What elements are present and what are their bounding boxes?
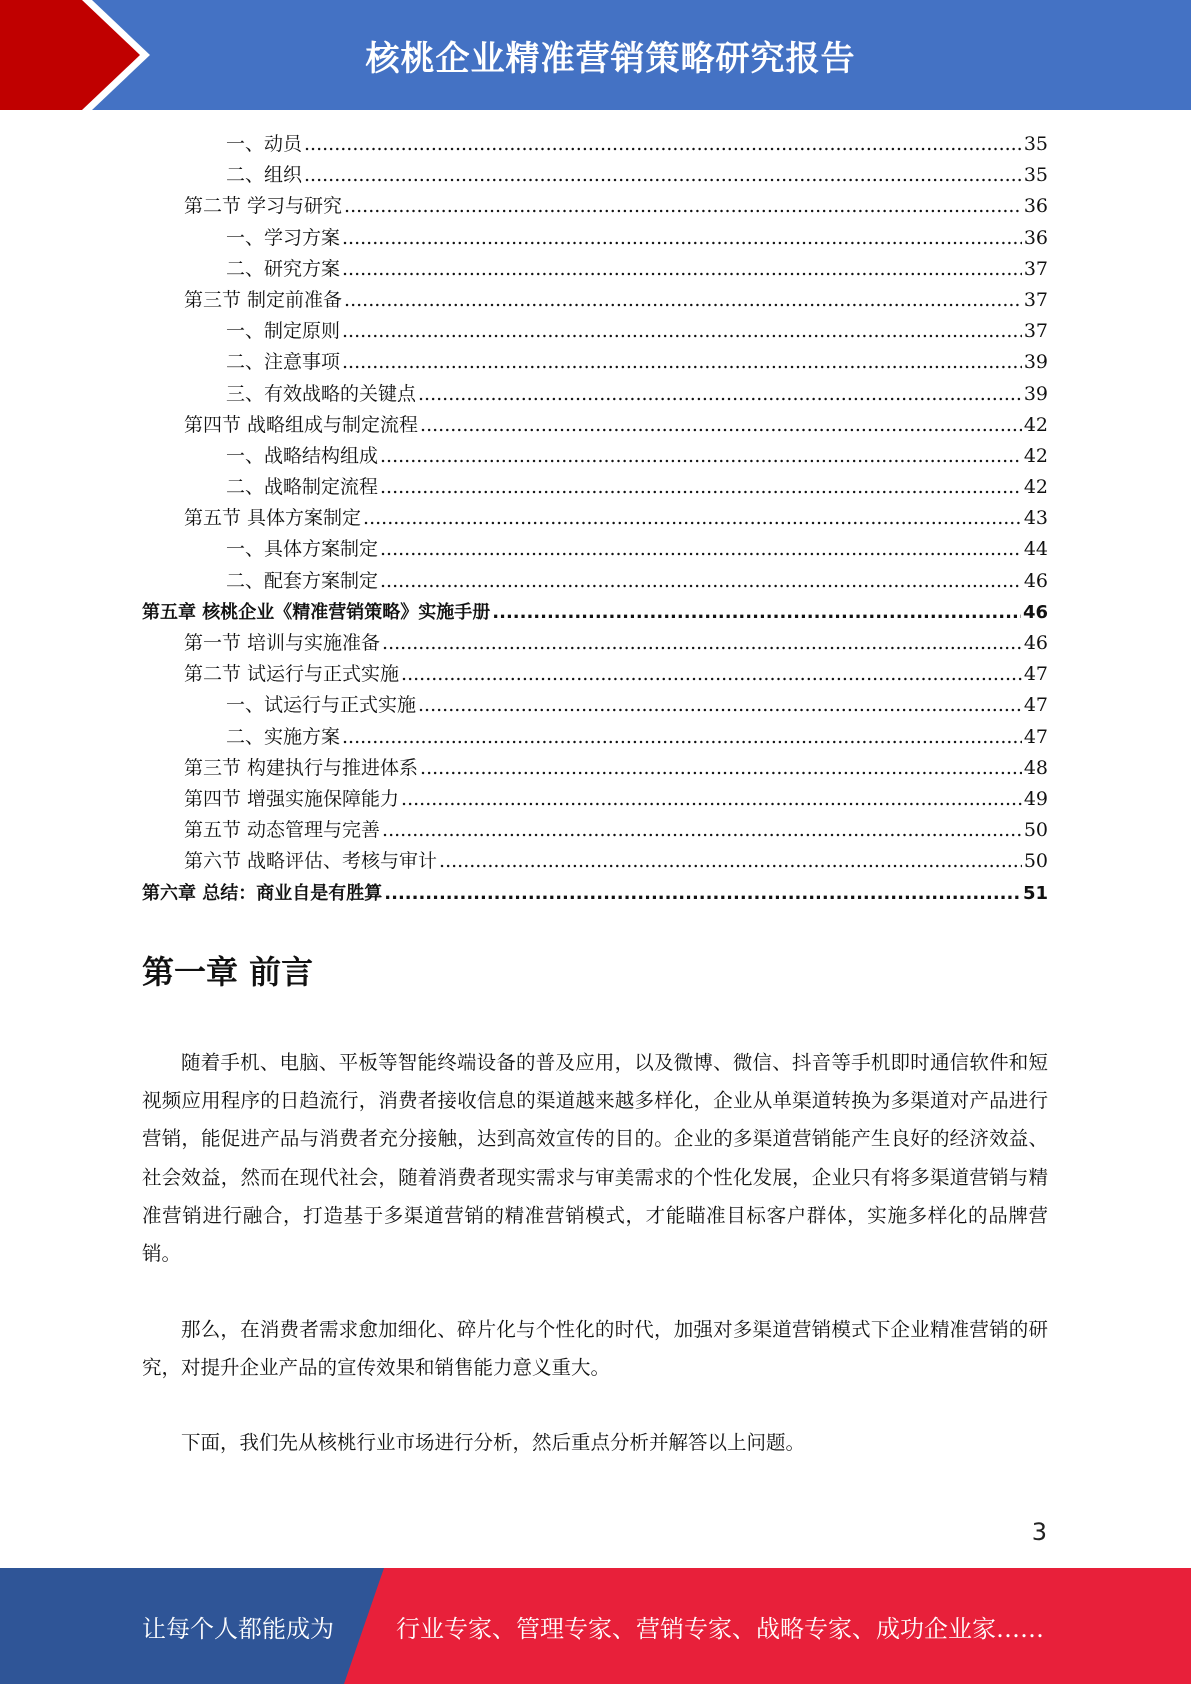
- toc-leader-dots: [342, 722, 1022, 753]
- toc-entry-page: 50: [1023, 819, 1048, 842]
- toc-entry-page: 47: [1023, 663, 1048, 686]
- toc-entry-title: 第二节 学习与研究: [184, 195, 343, 218]
- toc-entry-page: 46: [1023, 632, 1048, 654]
- toc-entry[interactable]: [142, 129, 1048, 160]
- toc-entry-page: 36: [1023, 226, 1048, 249]
- toc-entry-page: 46: [1022, 601, 1048, 623]
- toc-entry[interactable]: [142, 784, 1048, 815]
- toc-entry-title: 一、试运行与正式实施: [226, 694, 417, 717]
- toc-entry[interactable]: [142, 878, 1048, 909]
- toc-entry-page: 47: [1023, 694, 1048, 717]
- toc-entry-title: 第六节 战略评估、考核与审计: [184, 850, 438, 873]
- toc-entry[interactable]: [142, 347, 1048, 378]
- toc-leader-dots: [304, 160, 1022, 191]
- toc-leader-dots: [363, 503, 1022, 534]
- toc-entry-title: 二、战略制定流程: [226, 476, 379, 499]
- toc-entry-title: 一、具体方案制定: [226, 538, 379, 561]
- toc-entry-title: 一、制定原则: [226, 320, 341, 343]
- toc-entry-title: 第五节 具体方案制定: [184, 507, 362, 530]
- toc-entry[interactable]: [142, 503, 1048, 534]
- toc-entry-title: 第二节 试运行与正式实施: [184, 663, 400, 686]
- toc-entry-title: 第一节 培训与实施准备: [184, 632, 381, 654]
- toc-entry-page: 39: [1023, 382, 1048, 405]
- toc-entry-title: 第四节 增强实施保障能力: [184, 787, 400, 810]
- toc-leader-dots: [418, 690, 1022, 721]
- toc-leader-dots: [342, 316, 1022, 347]
- toc-entry[interactable]: [142, 160, 1048, 191]
- toc-entry-page: 51: [1022, 882, 1048, 904]
- toc-entry[interactable]: [142, 597, 1048, 628]
- toc-leader-dots: [380, 566, 1022, 597]
- toc-entry[interactable]: [142, 753, 1048, 784]
- toc-entry[interactable]: [142, 628, 1048, 659]
- toc-entry[interactable]: [142, 722, 1048, 753]
- body-paragraph: 下面，我们先从核桃行业市场进行分析，然后重点分析并解答以上问题。: [181, 1431, 806, 1454]
- toc-leader-dots: [344, 191, 1022, 222]
- toc-leader-dots: [420, 410, 1022, 441]
- toc-entry[interactable]: [142, 472, 1048, 503]
- toc-entry[interactable]: [142, 690, 1048, 721]
- toc-leader-dots: [439, 846, 1022, 877]
- toc-entry[interactable]: [142, 191, 1048, 222]
- toc-leader-dots: [380, 472, 1022, 503]
- toc-entry-title: 第五章 核桃企业《精准营销策略》实施手册: [142, 601, 491, 623]
- toc-leader-dots: [342, 347, 1022, 378]
- toc-entry-page: 37: [1023, 288, 1048, 311]
- footer-slogan-left: 让每个人都能成为: [142, 1614, 334, 1643]
- toc-entry-page: 46: [1023, 569, 1048, 592]
- toc-leader-dots: [380, 441, 1022, 472]
- page-header: [0, 0, 1191, 110]
- toc-entry-page: 37: [1023, 257, 1048, 280]
- toc-entry[interactable]: [142, 223, 1048, 254]
- toc-entry-title: 三、有效战略的关键点: [226, 382, 417, 405]
- toc-entry-page: 42: [1023, 413, 1048, 436]
- toc-entry-page: 42: [1023, 476, 1048, 499]
- toc-leader-dots: [382, 628, 1022, 659]
- toc-entry[interactable]: [142, 441, 1048, 472]
- toc-entry-page: 44: [1023, 538, 1048, 561]
- toc-entry-page: 43: [1023, 507, 1048, 530]
- toc-leader-dots: [380, 534, 1022, 565]
- toc-leader-dots: [342, 254, 1022, 285]
- footer-slogan-right: 行业专家、管理专家、营销专家、战略专家、成功企业家……: [396, 1614, 1044, 1643]
- toc-leader-dots: [304, 129, 1022, 160]
- toc-entry-title: 二、实施方案: [226, 725, 341, 748]
- toc-leader-dots: [344, 285, 1022, 316]
- toc-entry[interactable]: [142, 379, 1048, 410]
- toc-entry-page: 35: [1023, 133, 1048, 155]
- chapter-title: 第一章 前言: [142, 953, 314, 991]
- toc-entry-title: 第三节 构建执行与推进体系: [184, 756, 419, 779]
- toc-entry-title: 一、动员: [226, 133, 303, 155]
- toc-entry-title: 一、学习方案: [226, 226, 341, 249]
- toc-entry-title: 第三节 制定前准备: [184, 288, 343, 311]
- toc-entry-title: 二、配套方案制定: [226, 569, 379, 592]
- toc-entry-title: 二、研究方案: [226, 257, 341, 280]
- toc-leader-dots: [342, 223, 1022, 254]
- toc-entry-page: 47: [1023, 725, 1048, 748]
- page-number: 3: [1031, 1518, 1047, 1546]
- toc-entry[interactable]: [142, 815, 1048, 846]
- toc-leader-dots: [418, 379, 1022, 410]
- page-footer: [0, 1568, 1191, 1684]
- body-paragraph: 随着手机、电脑、平板等智能终端设备的普及应用，以及微博、微信、抖音等手机即时通信软件和短视频应用程序的日趋流行，消费者接收信息的渠道越来越多样化，企业从单渠道转换为多渠道对产品进行营销，能促进产品与消费者充分接触，达到高效宣传的目的。企业的多渠道营销能产生良好的经济效益、社会效益，然而在现代社会，随着消费者现实需求与审美需求的个性化发展，企业只有将多渠道营销与精准营销进行融合，打造基于多渠道营销的精准营销模式，才能瞄准目标客户群体，实施多样化的品牌营销。: [142, 1051, 1048, 1266]
- toc-leader-dots: [382, 815, 1022, 846]
- toc-entry-page: 36: [1023, 195, 1048, 218]
- toc-entry-page: 37: [1023, 320, 1048, 343]
- toc-entry-title: 一、战略结构组成: [226, 444, 379, 467]
- toc-entry-title: 第六章 总结：商业自是有胜算: [142, 882, 383, 904]
- table-of-contents: [142, 129, 1048, 909]
- toc-entry-title: 第五节 动态管理与完善: [184, 819, 381, 842]
- toc-entry-page: 48: [1023, 756, 1048, 779]
- toc-entry[interactable]: [142, 534, 1048, 565]
- toc-entry[interactable]: [142, 659, 1048, 690]
- toc-leader-dots: [401, 784, 1022, 815]
- toc-entry[interactable]: [142, 410, 1048, 441]
- report-title: 核桃企业精准营销策略研究报告: [365, 38, 856, 79]
- toc-entry[interactable]: [142, 566, 1048, 597]
- body-paragraph: 那么，在消费者需求愈加细化、碎片化与个性化的时代，加强对多渠道营销模式下企业精准营销的研究，对提升企业产品的宣传效果和销售能力意义重大。: [142, 1318, 1048, 1380]
- toc-entry-page: 39: [1023, 351, 1048, 374]
- toc-leader-dots: [384, 878, 1021, 909]
- toc-entry-title: 第四节 战略组成与制定流程: [184, 413, 419, 436]
- toc-entry[interactable]: [142, 254, 1048, 285]
- toc-entry[interactable]: [142, 316, 1048, 347]
- toc-entry-title: 二、组织: [226, 164, 303, 187]
- toc-entry[interactable]: [142, 285, 1048, 316]
- toc-leader-dots: [401, 659, 1022, 690]
- toc-entry[interactable]: [142, 846, 1048, 877]
- toc-entry-page: 49: [1023, 787, 1048, 810]
- toc-leader-dots: [420, 753, 1022, 784]
- toc-entry-title: 二、注意事项: [226, 351, 341, 374]
- toc-leader-dots: [492, 597, 1021, 628]
- toc-entry-page: 35: [1023, 164, 1048, 187]
- toc-entry-page: 42: [1023, 444, 1048, 467]
- toc-entry-page: 50: [1023, 850, 1048, 873]
